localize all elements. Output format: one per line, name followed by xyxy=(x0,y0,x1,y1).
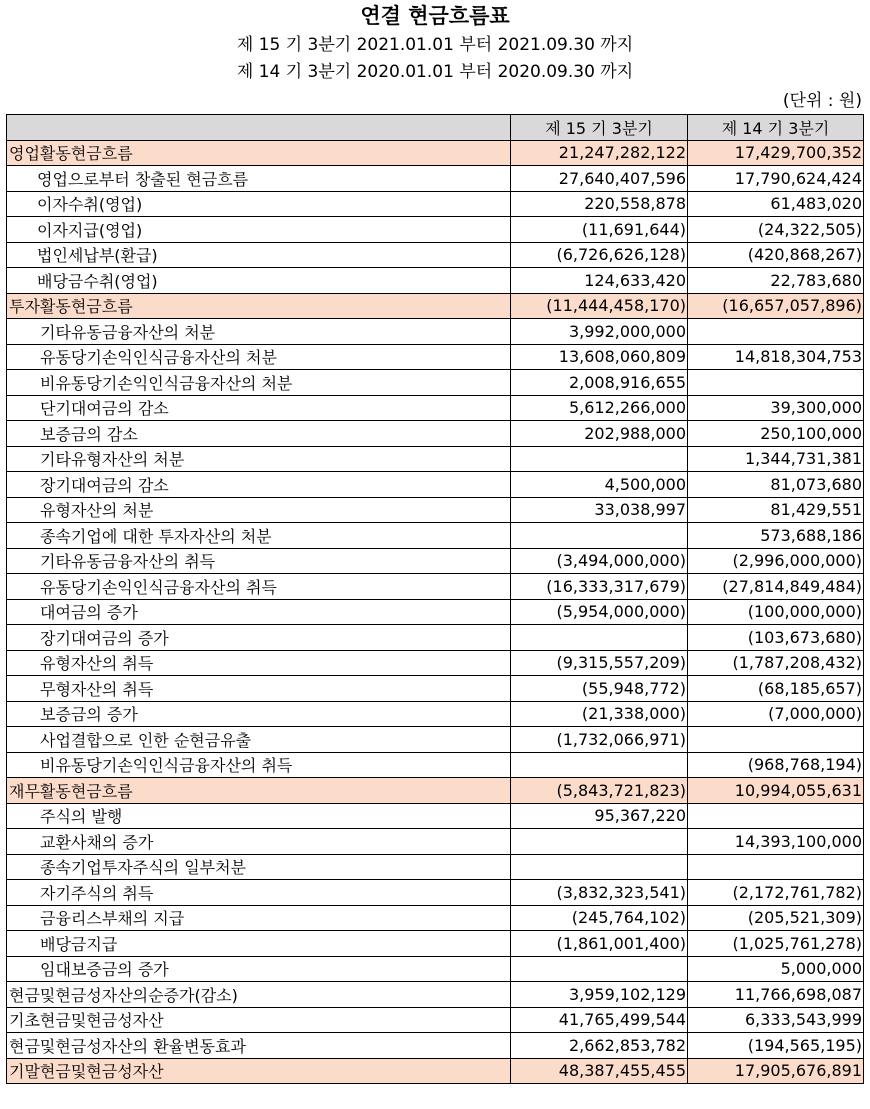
table-row xyxy=(7,752,864,778)
table-row xyxy=(7,931,864,957)
prior-value: 17,905,676,891 xyxy=(688,1058,864,1084)
table-row xyxy=(7,191,864,217)
prior-value: 22,783,680 xyxy=(688,268,864,294)
current-value: 41,765,499,544 xyxy=(511,1007,688,1033)
table-row xyxy=(7,523,864,549)
current-value: (3,832,323,541) xyxy=(511,880,688,906)
current-value: (16,333,317,679) xyxy=(511,574,688,600)
row-label: 교환사채의 증가 xyxy=(7,829,511,855)
current-value: (21,338,000) xyxy=(511,701,688,727)
prior-value: (16,657,057,896) xyxy=(688,293,864,319)
current-value xyxy=(511,625,688,651)
row-label: 법인세납부(환급) xyxy=(7,242,511,268)
current-value: (55,948,772) xyxy=(511,676,688,702)
current-value xyxy=(511,829,688,855)
current-value xyxy=(511,523,688,549)
current-value: (1,861,001,400) xyxy=(511,931,688,957)
current-value: 5,612,266,000 xyxy=(511,395,688,421)
current-value: (11,691,644) xyxy=(511,217,688,243)
current-value: 2,008,916,655 xyxy=(511,370,688,396)
prior-value xyxy=(688,803,864,829)
table-row xyxy=(7,625,864,651)
prior-value xyxy=(688,370,864,396)
row-label: 유동당기손익인식금융자산의 처분 xyxy=(7,344,511,370)
prior-value: (7,000,000) xyxy=(688,701,864,727)
row-label: 사업결합으로 인한 순현금유출 xyxy=(7,727,511,753)
row-label: 자기주식의 취득 xyxy=(7,880,511,906)
row-label: 유동당기손익인식금융자산의 취득 xyxy=(7,574,511,600)
row-label: 기타유동금융자산의 처분 xyxy=(7,319,511,345)
current-value: 27,640,407,596 xyxy=(511,166,688,192)
row-label: 현금및현금성자산의순증가(감소) xyxy=(7,982,511,1008)
table-row xyxy=(7,166,864,192)
prior-value: 11,766,698,087 xyxy=(688,982,864,1008)
prior-value: 250,100,000 xyxy=(688,421,864,447)
row-label: 투자활동현금흐름 xyxy=(7,293,511,319)
table-row xyxy=(7,650,864,676)
row-label: 이자수취(영업) xyxy=(7,191,511,217)
table-row xyxy=(7,421,864,447)
row-label: 주식의 발행 xyxy=(7,803,511,829)
table-row xyxy=(7,446,864,472)
table-row xyxy=(7,574,864,600)
prior-value: (1,025,761,278) xyxy=(688,931,864,957)
current-value: (9,315,557,209) xyxy=(511,650,688,676)
header-current-period: 제 15 기 3분기 xyxy=(511,115,688,141)
prior-value: (100,000,000) xyxy=(688,599,864,625)
table-row xyxy=(7,344,864,370)
table-row xyxy=(7,1033,864,1059)
current-value: 33,038,997 xyxy=(511,497,688,523)
row-label: 배당금수취(영업) xyxy=(7,268,511,294)
prior-value: 573,688,186 xyxy=(688,523,864,549)
current-value: 48,387,455,455 xyxy=(511,1058,688,1084)
prior-value: (2,996,000,000) xyxy=(688,548,864,574)
prior-value: 39,300,000 xyxy=(688,395,864,421)
current-value: 3,959,102,129 xyxy=(511,982,688,1008)
prior-value: 81,429,551 xyxy=(688,497,864,523)
prior-value: 10,994,055,631 xyxy=(688,778,864,804)
table-row xyxy=(7,905,864,931)
current-value xyxy=(511,752,688,778)
row-label: 금융리스부채의 지급 xyxy=(7,905,511,931)
prior-value: (968,768,194) xyxy=(688,752,864,778)
row-label: 종속기업에 대한 투자자산의 처분 xyxy=(7,523,511,549)
current-value xyxy=(511,854,688,880)
row-label: 보증금의 증가 xyxy=(7,701,511,727)
table-row xyxy=(7,854,864,880)
row-label: 영업활동현금흐름 xyxy=(7,140,511,166)
row-label: 비유동당기손익인식금융자산의 취득 xyxy=(7,752,511,778)
current-value: 95,367,220 xyxy=(511,803,688,829)
current-value: (245,764,102) xyxy=(511,905,688,931)
current-value: (1,732,066,971) xyxy=(511,727,688,753)
prior-value: (68,185,657) xyxy=(688,676,864,702)
prior-value: 17,790,624,424 xyxy=(688,166,864,192)
prior-value xyxy=(688,319,864,345)
prior-value: 5,000,000 xyxy=(688,956,864,982)
row-label: 유형자산의 처분 xyxy=(7,497,511,523)
prior-value: 17,429,700,352 xyxy=(688,140,864,166)
prior-value xyxy=(688,854,864,880)
table-row xyxy=(7,242,864,268)
table-row xyxy=(7,803,864,829)
section-row xyxy=(7,293,864,319)
table-row xyxy=(7,676,864,702)
header-label-col xyxy=(7,115,511,141)
prior-value xyxy=(688,727,864,753)
row-label: 장기대여금의 증가 xyxy=(7,625,511,651)
section-row xyxy=(7,1058,864,1084)
current-value: 4,500,000 xyxy=(511,472,688,498)
current-value: 13,608,060,809 xyxy=(511,344,688,370)
row-label: 배당금지급 xyxy=(7,931,511,957)
row-label: 임대보증금의 증가 xyxy=(7,956,511,982)
table-row xyxy=(7,370,864,396)
period-current: 제 15 기 3분기 2021.01.01 부터 2021.09.30 까지 xyxy=(236,35,634,55)
row-label: 현금및현금성자산의 환율변동효과 xyxy=(7,1033,511,1059)
prior-value: (194,565,195) xyxy=(688,1033,864,1059)
section-row xyxy=(7,140,864,166)
table-row xyxy=(7,217,864,243)
current-value: 3,992,000,000 xyxy=(511,319,688,345)
current-value: 220,558,878 xyxy=(511,191,688,217)
prior-value: 1,344,731,381 xyxy=(688,446,864,472)
statement-header xyxy=(0,0,870,86)
current-value: (3,494,000,000) xyxy=(511,548,688,574)
prior-value: 81,073,680 xyxy=(688,472,864,498)
prior-value: (27,814,849,484) xyxy=(688,574,864,600)
table-row xyxy=(7,319,864,345)
section-row xyxy=(7,778,864,804)
row-label: 기초현금및현금성자산 xyxy=(7,1007,511,1033)
row-label: 재무활동현금흐름 xyxy=(7,778,511,804)
current-value: (5,843,721,823) xyxy=(511,778,688,804)
table-row xyxy=(7,701,864,727)
table-row xyxy=(7,268,864,294)
table-row xyxy=(7,1007,864,1033)
current-value: 124,633,420 xyxy=(511,268,688,294)
row-label: 이자지급(영업) xyxy=(7,217,511,243)
prior-value: (2,172,761,782) xyxy=(688,880,864,906)
table-header-row xyxy=(7,115,864,141)
row-label: 보증금의 감소 xyxy=(7,421,511,447)
current-value xyxy=(511,446,688,472)
prior-value: (205,521,309) xyxy=(688,905,864,931)
prior-value: 6,333,543,999 xyxy=(688,1007,864,1033)
row-label: 무형자산의 취득 xyxy=(7,676,511,702)
statement-title: 연결 현금흐름표 xyxy=(360,4,510,28)
table-row xyxy=(7,497,864,523)
period-prior: 제 14 기 3분기 2020.01.01 부터 2020.09.30 까지 xyxy=(236,62,634,82)
row-label: 종속기업투자주식의 일부처분 xyxy=(7,854,511,880)
row-label: 영업으로부터 창출된 현금흐름 xyxy=(7,166,511,192)
row-label: 유형자산의 취득 xyxy=(7,650,511,676)
prior-value: (24,322,505) xyxy=(688,217,864,243)
cash-flow-table xyxy=(6,114,864,1084)
prior-value: (103,673,680) xyxy=(688,625,864,651)
current-value: (5,954,000,000) xyxy=(511,599,688,625)
header-prior-period: 제 14 기 3분기 xyxy=(688,115,864,141)
table-row xyxy=(7,548,864,574)
unit-label: (단위 : 원) xyxy=(782,91,862,111)
table-row xyxy=(7,395,864,421)
current-value: 2,662,853,782 xyxy=(511,1033,688,1059)
row-label: 기타유형자산의 처분 xyxy=(7,446,511,472)
table-row xyxy=(7,956,864,982)
table-row xyxy=(7,880,864,906)
prior-value: 61,483,020 xyxy=(688,191,864,217)
table-row xyxy=(7,982,864,1008)
current-value: (11,444,458,170) xyxy=(511,293,688,319)
row-label: 기말현금및현금성자산 xyxy=(7,1058,511,1084)
table-row xyxy=(7,727,864,753)
row-label: 기타유동금융자산의 취득 xyxy=(7,548,511,574)
table-row xyxy=(7,829,864,855)
prior-value: 14,393,100,000 xyxy=(688,829,864,855)
row-label: 대여금의 증가 xyxy=(7,599,511,625)
prior-value: (1,787,208,432) xyxy=(688,650,864,676)
prior-value: (420,868,267) xyxy=(688,242,864,268)
current-value xyxy=(511,956,688,982)
table-row xyxy=(7,472,864,498)
row-label: 단기대여금의 감소 xyxy=(7,395,511,421)
current-value: 202,988,000 xyxy=(511,421,688,447)
table-row xyxy=(7,599,864,625)
row-label: 장기대여금의 감소 xyxy=(7,472,511,498)
current-value: (6,726,626,128) xyxy=(511,242,688,268)
prior-value: 14,818,304,753 xyxy=(688,344,864,370)
current-value: 21,247,282,122 xyxy=(511,140,688,166)
row-label: 비유동당기손익인식금융자산의 처분 xyxy=(7,370,511,396)
